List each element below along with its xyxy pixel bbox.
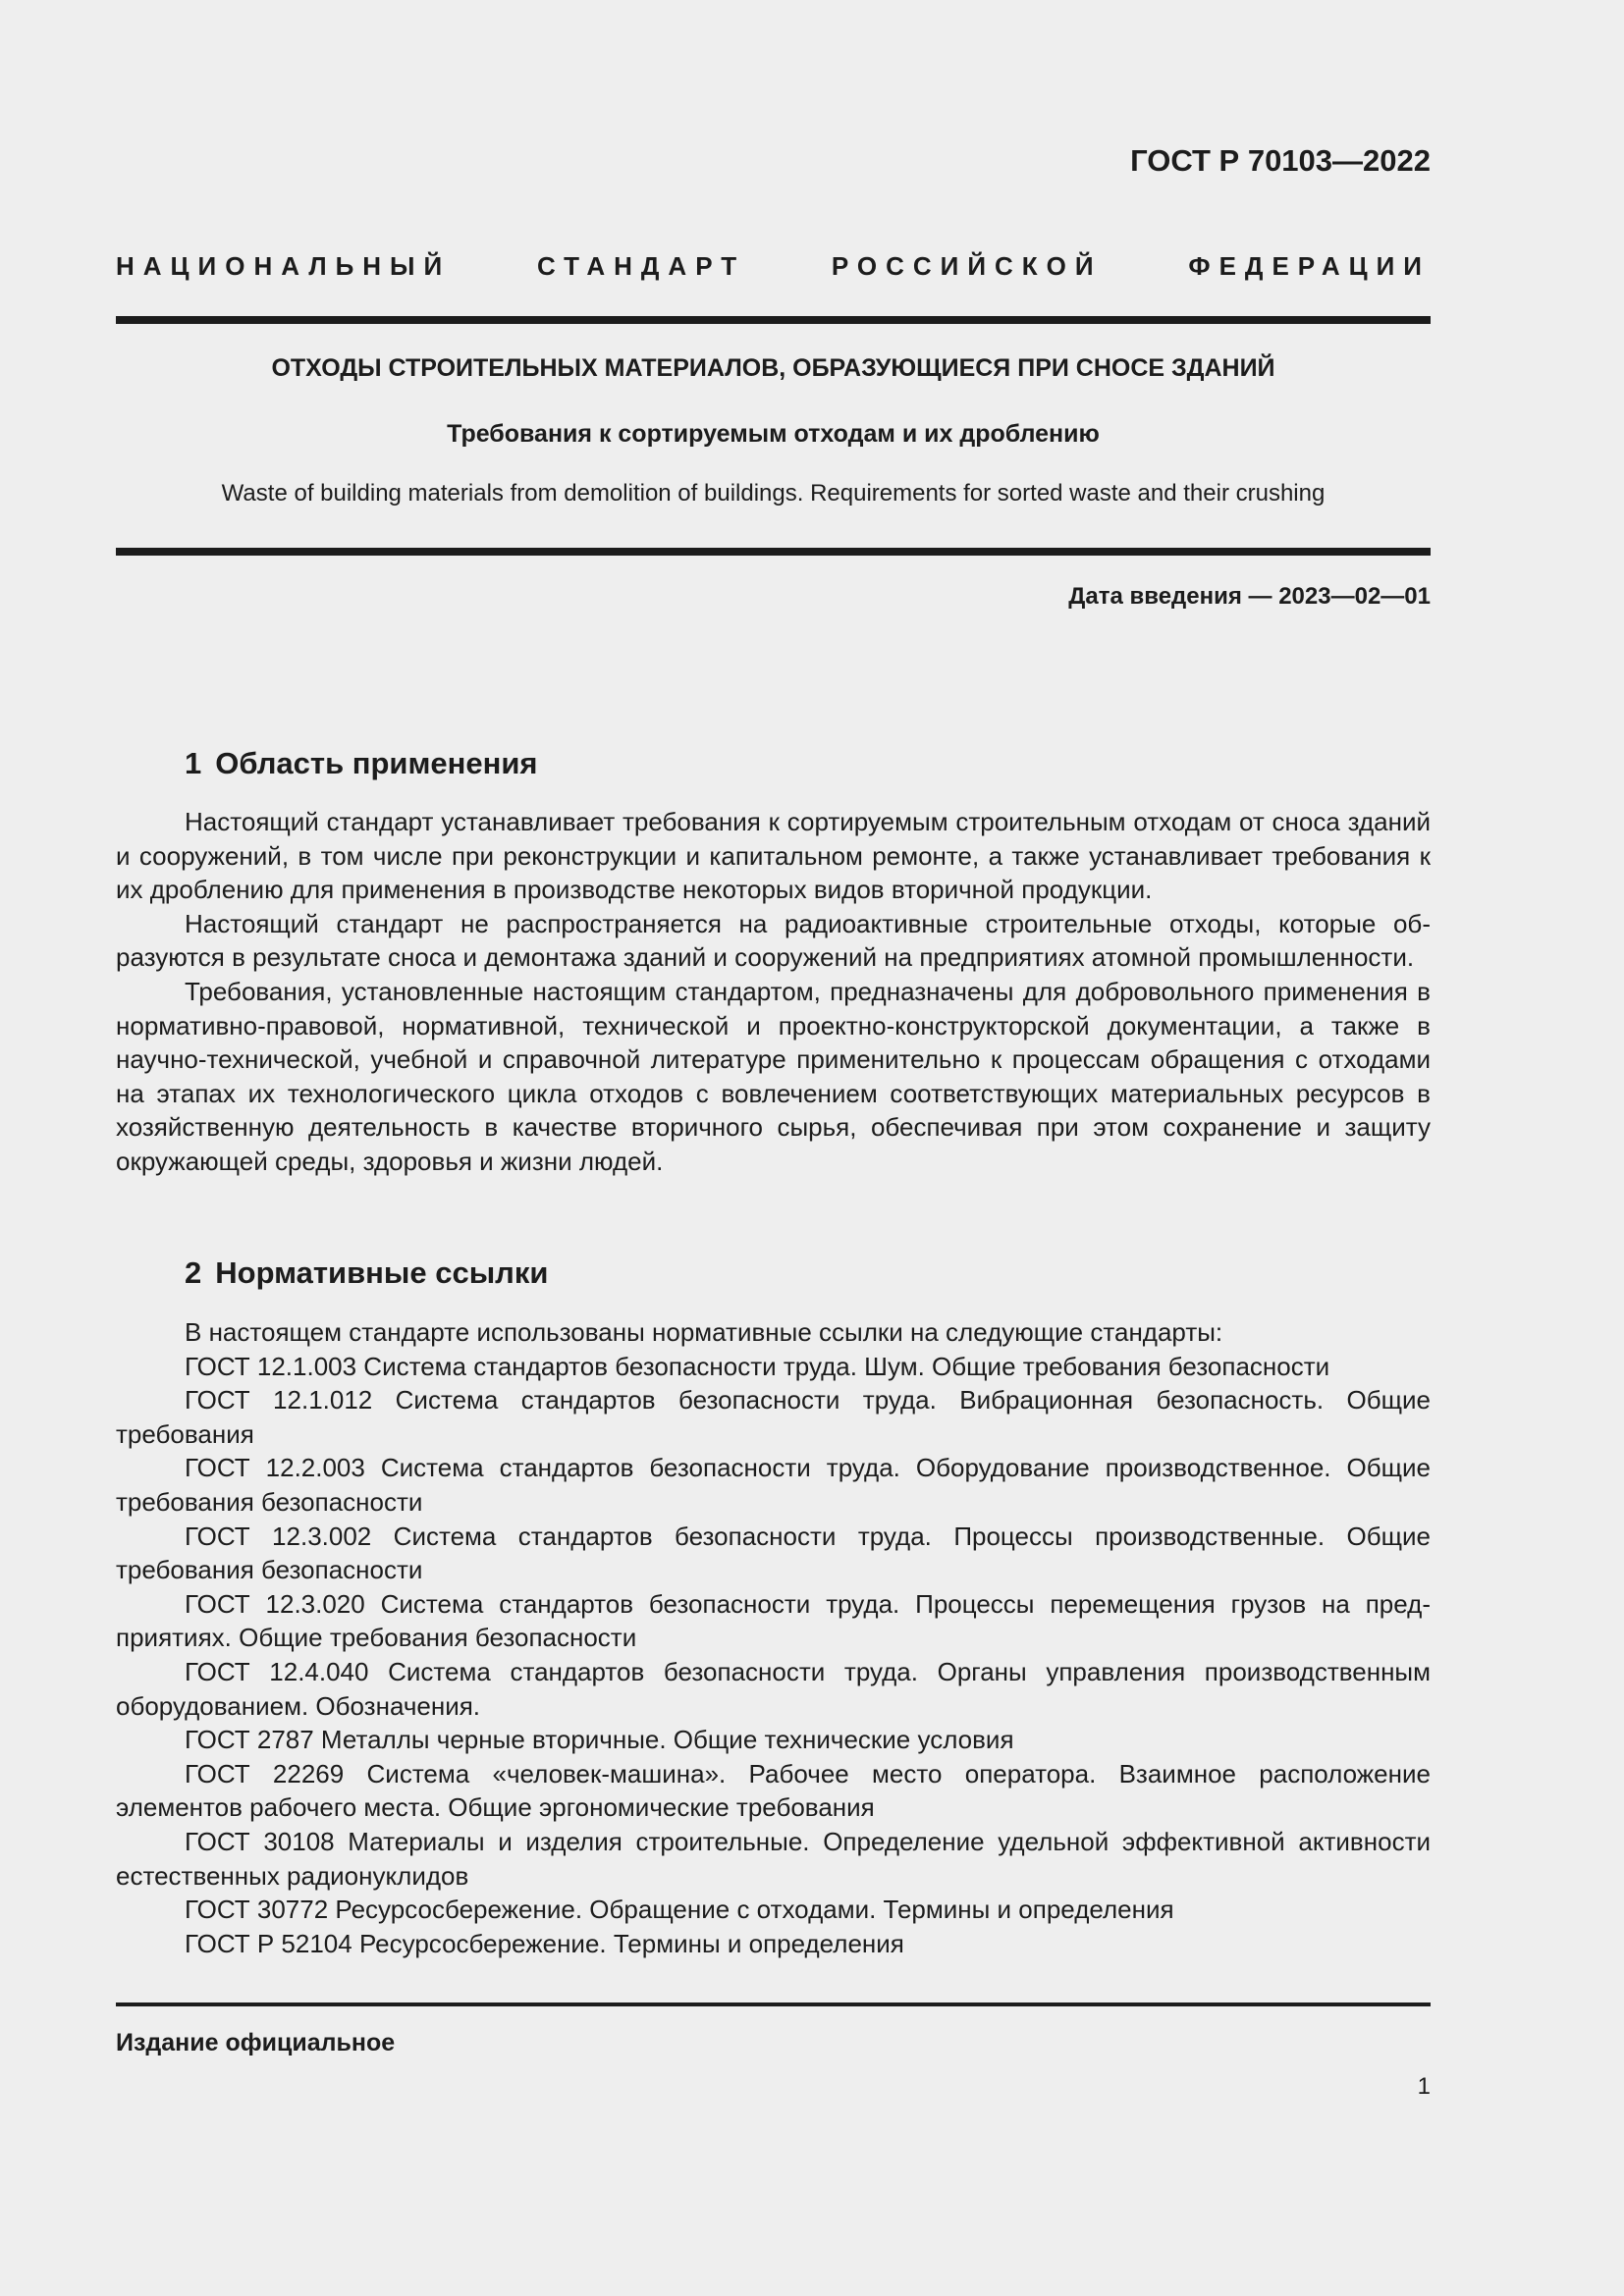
section-1-body xyxy=(116,805,1431,1179)
page-number: 1 xyxy=(1417,2073,1431,2100)
reference-item: ГОСТ 30772 Ресурсосбережение. Обращение с отходами. Термины и определения xyxy=(185,1895,1174,1925)
section-1-heading xyxy=(185,746,538,781)
official-edition-label: Издание официальное xyxy=(116,2029,396,2056)
paragraph: Требования, установленные настоящим стандартом, предназначены для добровольного применения в нормативно-правовой, нормативной, технической и проектно-конструкторской документации, а также в научно-технической, учебной и справочной литературе применительно к процессам обращения с отходами на этапах их технологического цикла отходов с вовлечением соответствующих материальных ресурсов в хозяйственную деятельность в качестве вторичного сырья, обеспечивая при этом сохранение и защиту окружающей среды, здоровья и жизни людей. xyxy=(116,976,1431,1176)
document-title: ОТХОДЫ СТРОИТЕЛЬНЫХ МАТЕРИАЛОВ, ОБРАЗУЮЩИЕСЯ ПРИ СНОСЕ ЗДАНИЙ xyxy=(271,354,1275,382)
paragraph: Настоящий стандарт устанавливает требования к сортируемым строительным отходам от сноса зданий и сооружений, в том числе при реконструкции и капитальном ремонте, а также устанавливает требования к их дроблению для применения в производстве некоторых видов вторичной продукции. xyxy=(116,807,1431,905)
reference-item: ГОСТ 12.3.002 Система стандартов безопасности труда. Процессы производственные. Общие требования безопасности xyxy=(116,1521,1431,1585)
reference-item: ГОСТ 12.3.020 Система стандартов безопасности труда. Процессы перемещения грузов на предприятиях. Общие требования безопасности xyxy=(116,1588,1431,1653)
reference-item: ГОСТ 12.2.003 Система стандартов безопасности труда. Оборудование производственное. Общие требования безопасности xyxy=(116,1453,1431,1517)
reference-item: ГОСТ 12.4.040 Система стандартов безопасности труда. Органы управления производственным оборудованием. Обозначения. xyxy=(116,1656,1431,1721)
introduction-date: Дата введения — 2023—02—01 xyxy=(1068,583,1431,610)
section-number: 1 xyxy=(185,746,202,780)
section-2-heading xyxy=(185,1255,548,1291)
reference-item: ГОСТ 2787 Металлы черные вторичные. Общие технические условия xyxy=(185,1725,1014,1755)
reference-item: ГОСТ Р 52104 Ресурсосбережение. Термины и определения xyxy=(185,1928,904,1958)
national-standard-heading: НАЦИОНАЛЬНЫЙ СТАНДАРТ РОССИЙСКОЙ ФЕДЕРАЦИИ xyxy=(116,251,1431,281)
standard-code: ГОСТ Р 70103—2022 xyxy=(1130,143,1431,178)
reference-item: ГОСТ 30108 Материалы и изделия строительные. Определение удельной эффективной активности естественных радионуклидов xyxy=(116,1826,1431,1891)
document-subtitle: Требования к сортируемым отходам и их дроблению xyxy=(447,420,1100,448)
footer-rule xyxy=(116,2002,1431,2006)
paragraph: Настоящий стандарт не распространяется на радиоактивные строительные отходы, которые образуются в результате сноса и демонтажа зданий и сооружений на предприятиях атомной промышленности. xyxy=(116,908,1431,973)
section-number: 2 xyxy=(185,1255,202,1290)
reference-item: ГОСТ 12.1.003 Система стандартов безопасности труда. Шум. Общие требования безопасности xyxy=(185,1351,1330,1381)
section-title: Область применения xyxy=(215,746,538,780)
document-title-english: Waste of building materials from demolition of buildings. Requirements for sorted waste and their crushing xyxy=(221,480,1326,507)
top-rule xyxy=(116,316,1431,324)
section-2-body xyxy=(116,1315,1431,1960)
reference-item: ГОСТ 12.1.012 Система стандартов безопасности труда. Вибрационная безопасность. Общие требования xyxy=(116,1385,1431,1449)
title-bottom-rule xyxy=(116,548,1431,556)
references-intro: В настоящем стандарте использованы нормативные ссылки на следующие стандарты: xyxy=(185,1317,1223,1347)
reference-item: ГОСТ 22269 Система «человек-машина». Рабочее место оператора. Взаимное расположение элементов рабочего места. Общие эргономические требования xyxy=(116,1758,1431,1823)
section-title: Нормативные ссылки xyxy=(215,1255,549,1290)
